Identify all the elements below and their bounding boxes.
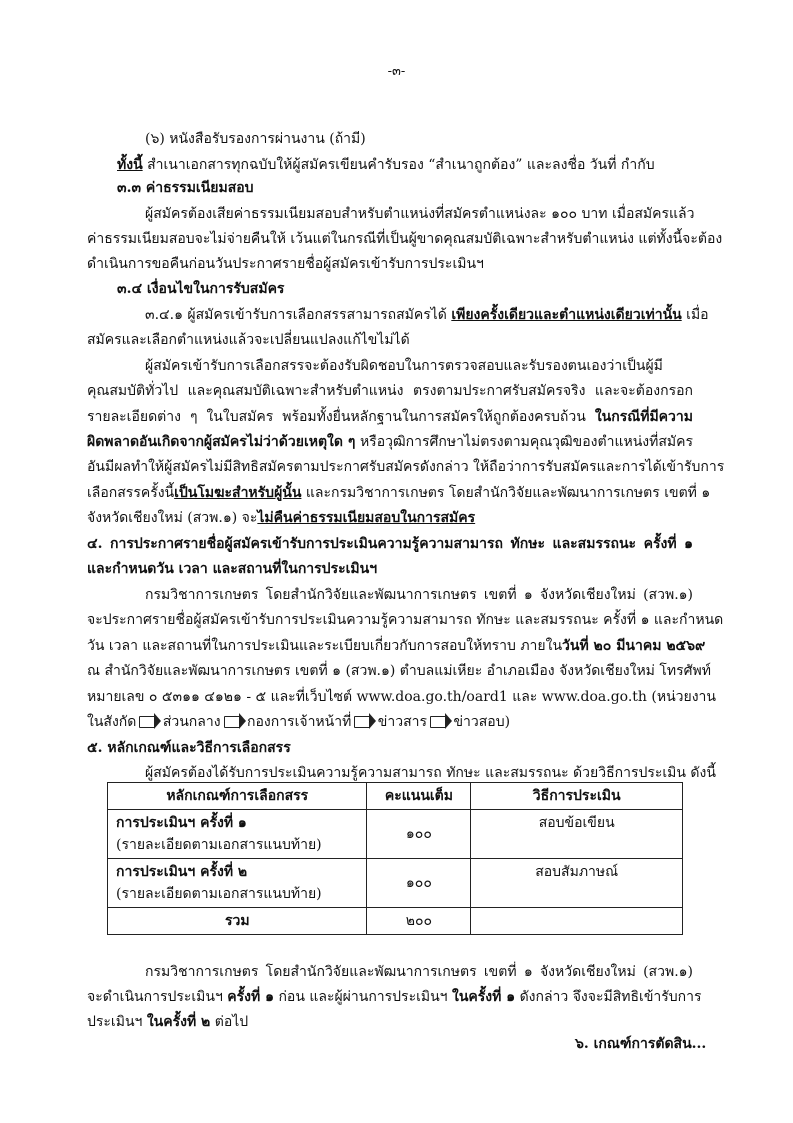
section-3-4-1-line-2: สมัครและเลือกตำแหน่งแล้วจะเปลี่ยนแปลงแก้ไขไม่ได้ <box>87 332 410 348</box>
para-2-line-1: ผู้สมัครเข้ารับการเลือกสรรจะต้องรับผิดชอบในการตรวจสอบและรับรองตนเองว่าเป็นผู้มี <box>145 358 663 374</box>
section-3-3-line-1: ผู้สมัครต้องเสียค่าธรรมเนียมสอบสำหรับตำแหน่งที่สมัครตำแหน่งละ ๑๐๐ บาท เมื่อสมัครแล้ว <box>145 206 695 222</box>
p2-l3b: ในกรณีที่มีความ <box>594 409 693 425</box>
p2-l4b: หรือวุฒิการศึกษาไม่ตรงตามคุณวุฒิของตำแหน่งที่สมัคร <box>355 434 693 450</box>
arrow-right-icon <box>224 716 240 728</box>
criteria-detail: (รายละเอียดตามเอกสารแนบท้าย) <box>116 886 322 902</box>
end-l3c: ต่อไป <box>210 1014 249 1030</box>
criteria-title: การประเมินฯ ครั้งที่ ๒ <box>116 864 248 880</box>
p2-l7b: ไม่คืนค่าธรรมเนียมสอบในการสมัคร <box>257 510 476 526</box>
table-header: หลักเกณฑ์การเลือกสรร <box>108 783 367 810</box>
criteria-detail: (รายละเอียดตามเอกสารแนบท้าย) <box>116 837 322 853</box>
section-4-title-line-1: ๔. การประกาศรายชื่อผู้สมัครเข้ารับการประเมินความรู้ความสามารถ ทักษะ และสมรรถนะ ครั้งที่ ๑ <box>87 536 693 552</box>
score-cell: ๑๐๐ <box>367 859 471 908</box>
s4-p3b: วันที่ ๒๐ มีนาคม ๒๕๖๙ <box>562 638 706 654</box>
s4-p6-e: ข่าวสอบ) <box>453 714 511 730</box>
section-3-4-1-line-1 <box>145 305 709 325</box>
end-l2d: ในครั้งที่ ๑ <box>452 989 516 1005</box>
total-label: รวม <box>108 908 367 935</box>
method-cell: สอบข้อเขียน <box>471 810 683 859</box>
section-3-3-title: ๓.๓ ค่าธรรมเนียมสอบ <box>117 180 254 196</box>
section-3-3-line-3: ดำเนินการขอคืนก่อนวันประกาศรายชื่อผู้สมัครเข้ารับการประเมินฯ <box>87 256 484 272</box>
end-l3b: ในครั้งที่ ๒ <box>146 1014 211 1030</box>
note-text: สำเนาเอกสารทุกฉบับให้ผู้สมัครเขียนคำรับรอง “สำเนาถูกต้อง” และลงชื่อ วันที่ กำกับ <box>142 157 655 173</box>
page-number: -๓- <box>387 64 406 79</box>
s4-p6-a: ในสังกัด <box>87 714 137 730</box>
section-4-para-line-1: กรมวิชาการเกษตร โดยสำนักวิจัยและพัฒนาการเกษตร เขตที่ ๑ จังหวัดเชียงใหม่ (สวพ.๑) <box>145 587 693 603</box>
section-4-para-line-6 <box>87 712 510 732</box>
score-cell: ๑๐๐ <box>367 810 471 859</box>
p2-l6a: เลือกสรรครั้งนี้ <box>87 485 175 501</box>
arrow-right-icon <box>354 716 370 728</box>
end-l2b: ครั้งที่ ๑ <box>227 989 274 1005</box>
p2-l6c: และกรมวิชาการเกษตร โดยสำนักวิจัยและพัฒนาการเกษตร เขตที่ ๑ <box>301 485 711 501</box>
para-2-line-5: อันมีผลทำให้ผู้สมัครไม่มีสิทธิสมัครตามประกาศรับสมัครดังกล่าว ให้ถือว่าการรับสมัครและการได้เข้ารับการ <box>87 459 725 475</box>
table-header-row <box>108 783 683 810</box>
s4-p3a: วัน เวลา และสถานที่ในการประเมินและระเบียบเกี่ยวกับการสอบให้ทราบ ภายใน <box>87 638 563 654</box>
total-score: ๒๐๐ <box>367 908 471 935</box>
para-2-line-3 <box>87 407 693 427</box>
s4-p6-c: กองการเจ้าหน้าที่ <box>247 714 352 730</box>
section-4-para-line-2: จะประกาศรายชื่อผู้สมัครเข้ารับการประเมินความรู้ความสามารถ ทักษะ และสมรรถนะ ครั้งที่ ๑ และกำหนด <box>87 612 724 628</box>
note-label: ทั้งนี้ <box>117 157 143 173</box>
p2-l6b: เป็นโมฆะสำหรับผู้นั้น <box>174 485 302 501</box>
s341-a: ๓.๔.๑ ผู้สมัครเข้ารับการเลือกสรรสามารถสมัครได้ <box>145 307 452 323</box>
s4-p6-d: ข่าวสาร <box>377 714 427 730</box>
end-l2c: ก่อน และผู้ผ่านการประเมินฯ <box>274 989 452 1005</box>
table-total-row <box>108 908 683 935</box>
s341-b: เพียงครั้งเดียวและตำแหน่งเดียวเท่านั้น <box>451 307 682 323</box>
p2-l4a: ผิดพลาดอันเกิดจากผู้สมัครไม่ว่าด้วยเหตุใด ๆ <box>87 434 356 450</box>
section-3-4-title: ๓.๔ เงื่อนไขในการรับสมัคร <box>117 281 285 297</box>
table-header: วิธีการประเมิน <box>471 783 683 810</box>
closing-line-2 <box>87 987 702 1007</box>
arrow-right-icon <box>139 716 155 728</box>
para-2-line-6 <box>87 483 711 503</box>
section-4-para-line-3 <box>87 636 706 656</box>
para-2-line-2: คุณสมบัติทั่วไป และคุณสมบัติเฉพาะสำหรับตำแหน่ง ตรงตามประกาศรับสมัครจริง และจะต้องกรอก <box>87 383 693 399</box>
note-line <box>117 155 655 175</box>
closing-line-1: กรมวิชาการเกษตร โดยสำนักวิจัยและพัฒนาการเกษตร เขตที่ ๑ จังหวัดเชียงใหม่ (สวพ.๑) <box>145 964 693 980</box>
section-3-3-line-2: ค่าธรรมเนียมสอบจะไม่จ่ายคืนให้ เว้นแต่ในกรณีที่เป็นผู้ขาดคุณสมบัติเฉพาะสำหรับตำแหน่ง แต่ทั้งนี้จะต้อง <box>87 231 723 247</box>
section-4-para-line-4: ณ สำนักวิจัยและพัฒนาการเกษตร เขตที่ ๑ (สวพ.๑) ตำบลแม่เหียะ อำเภอเมือง จังหวัดเชียงใหม่ โทรศัพท์ <box>87 663 711 679</box>
s341-c: เมื่อ <box>681 307 709 323</box>
arrow-right-icon <box>430 716 446 728</box>
p2-l7a: จังหวัดเชียงใหม่ (สวพ.๑) จะ <box>87 510 258 526</box>
section-4-para-line-5: หมายเลข ๐ ๕๓๑๑ ๔๑๒๑ - ๕ และที่เว็บไซต์ www.doa.go.th/oard1 และ www.doa.go.th (หน่วยงาน <box>87 689 716 705</box>
s4-p6-b: ส่วนกลาง <box>162 714 221 730</box>
section-5-title: ๕. หลักเกณฑ์และวิธีการเลือกสรร <box>87 740 291 756</box>
end-l2a: จะดำเนินการประเมินฯ <box>87 989 228 1005</box>
para-2-line-7 <box>87 508 475 528</box>
empty-cell <box>471 908 683 935</box>
item-6: (๖) หนังสือรับรองการผ่านงาน (ถ้ามี) <box>145 131 366 147</box>
end-l2e: ดังกล่าว จึงจะมีสิทธิเข้ารับการ <box>515 989 702 1005</box>
continuation-note: ๖. เกณฑ์การตัดสิน... <box>575 1036 707 1052</box>
criteria-cell <box>108 859 367 908</box>
table-row <box>108 810 683 859</box>
criteria-cell <box>108 810 367 859</box>
criteria-title: การประเมินฯ ครั้งที่ ๑ <box>116 815 247 831</box>
method-cell: สอบสัมภาษณ์ <box>471 859 683 908</box>
p2-l3a: รายละเอียดต่าง ๆ ในใบสมัคร พร้อมทั้งยื่นหลักฐานในการสมัครให้ถูกต้องครบถ้วน <box>87 409 595 425</box>
table-header: คะแนนเต็ม <box>367 783 471 810</box>
section-5-intro: ผู้สมัครต้องได้รับการประเมินความรู้ความสามารถ ทักษะ และสมรรถนะ ด้วยวิธีการประเมิน ดังนี้ <box>145 765 716 781</box>
end-l3a: ประเมินฯ <box>87 1014 147 1030</box>
criteria-table <box>107 782 683 935</box>
para-2-line-4 <box>87 432 693 452</box>
closing-line-3 <box>87 1012 248 1032</box>
section-4-title-line-2: และกำหนดวัน เวลา และสถานที่ในการประเมินฯ <box>87 561 378 577</box>
table-row <box>108 859 683 908</box>
